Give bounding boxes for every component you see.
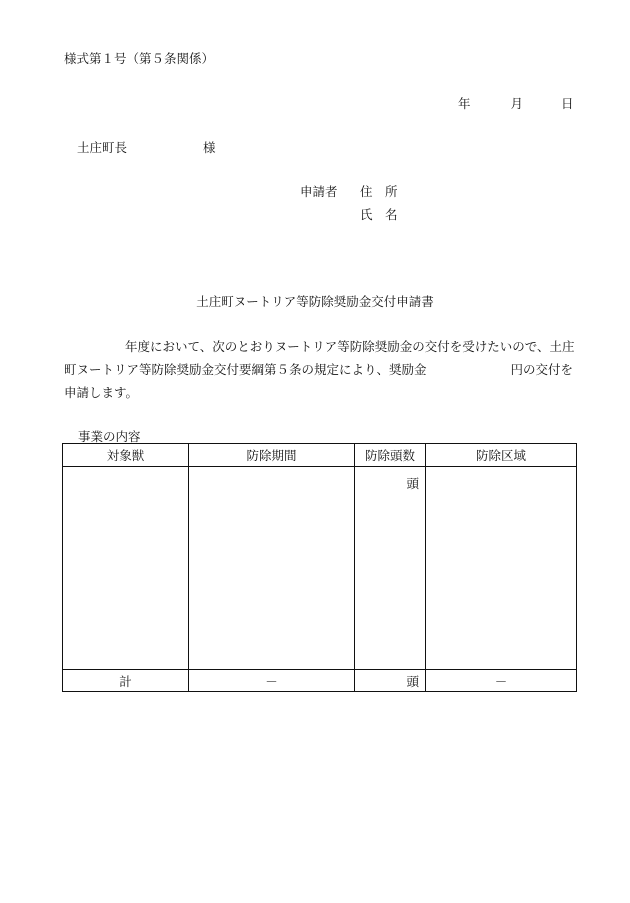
addressee-title: 土庄町長 <box>77 140 128 155</box>
address-label: 住 所 <box>360 184 398 199</box>
total-label: 計 <box>63 670 189 692</box>
addressee-honorific: 様 <box>203 140 216 155</box>
column-header-target-animal: 対象獣 <box>63 444 189 467</box>
form-number: 様式第１号（第５条関係） <box>64 51 215 66</box>
total-period: － <box>189 670 355 692</box>
head-count-unit: 頭 <box>406 476 419 491</box>
project-section-label: 事業の内容 <box>78 429 141 444</box>
total-head-count-unit[interactable]: 頭 <box>355 670 426 692</box>
body-text-line-1: 年度において、次のとおりヌートリア等防除奨励金の交付を受けたいので、土庄 <box>125 339 575 354</box>
target-animal-cell[interactable] <box>63 467 189 670</box>
table-entry-row <box>63 467 577 670</box>
table-header-row <box>63 444 577 467</box>
body-text-line-2 <box>64 360 573 378</box>
column-header-control-area: 防除区域 <box>426 444 577 467</box>
column-header-head-count: 防除頭数 <box>355 444 426 467</box>
date-line <box>458 94 574 112</box>
addressee <box>77 138 216 156</box>
applicant-label: 申請者 <box>300 184 338 199</box>
column-header-control-period: 防除期間 <box>189 444 355 467</box>
control-area-cell[interactable] <box>426 467 577 670</box>
control-period-cell[interactable] <box>189 467 355 670</box>
body-text-line-2a: 町ヌートリア等防除奨励金交付要綱第５条の規定により、奨励金 <box>64 362 427 377</box>
date-day-label: 日 <box>561 96 574 111</box>
head-count-cell[interactable] <box>355 467 426 670</box>
document-title: 土庄町ヌートリア等防除奨励金交付申請書 <box>196 294 434 309</box>
date-month-label: 月 <box>510 96 524 111</box>
body-text-line-2b: 円の交付を <box>510 362 574 377</box>
date-year-label: 年 <box>458 96 471 111</box>
name-label: 氏 名 <box>360 207 398 222</box>
project-table <box>62 443 577 692</box>
body-text-line-3: 申請します。 <box>64 385 139 400</box>
table-total-row <box>63 670 577 692</box>
total-area: － <box>426 670 577 692</box>
